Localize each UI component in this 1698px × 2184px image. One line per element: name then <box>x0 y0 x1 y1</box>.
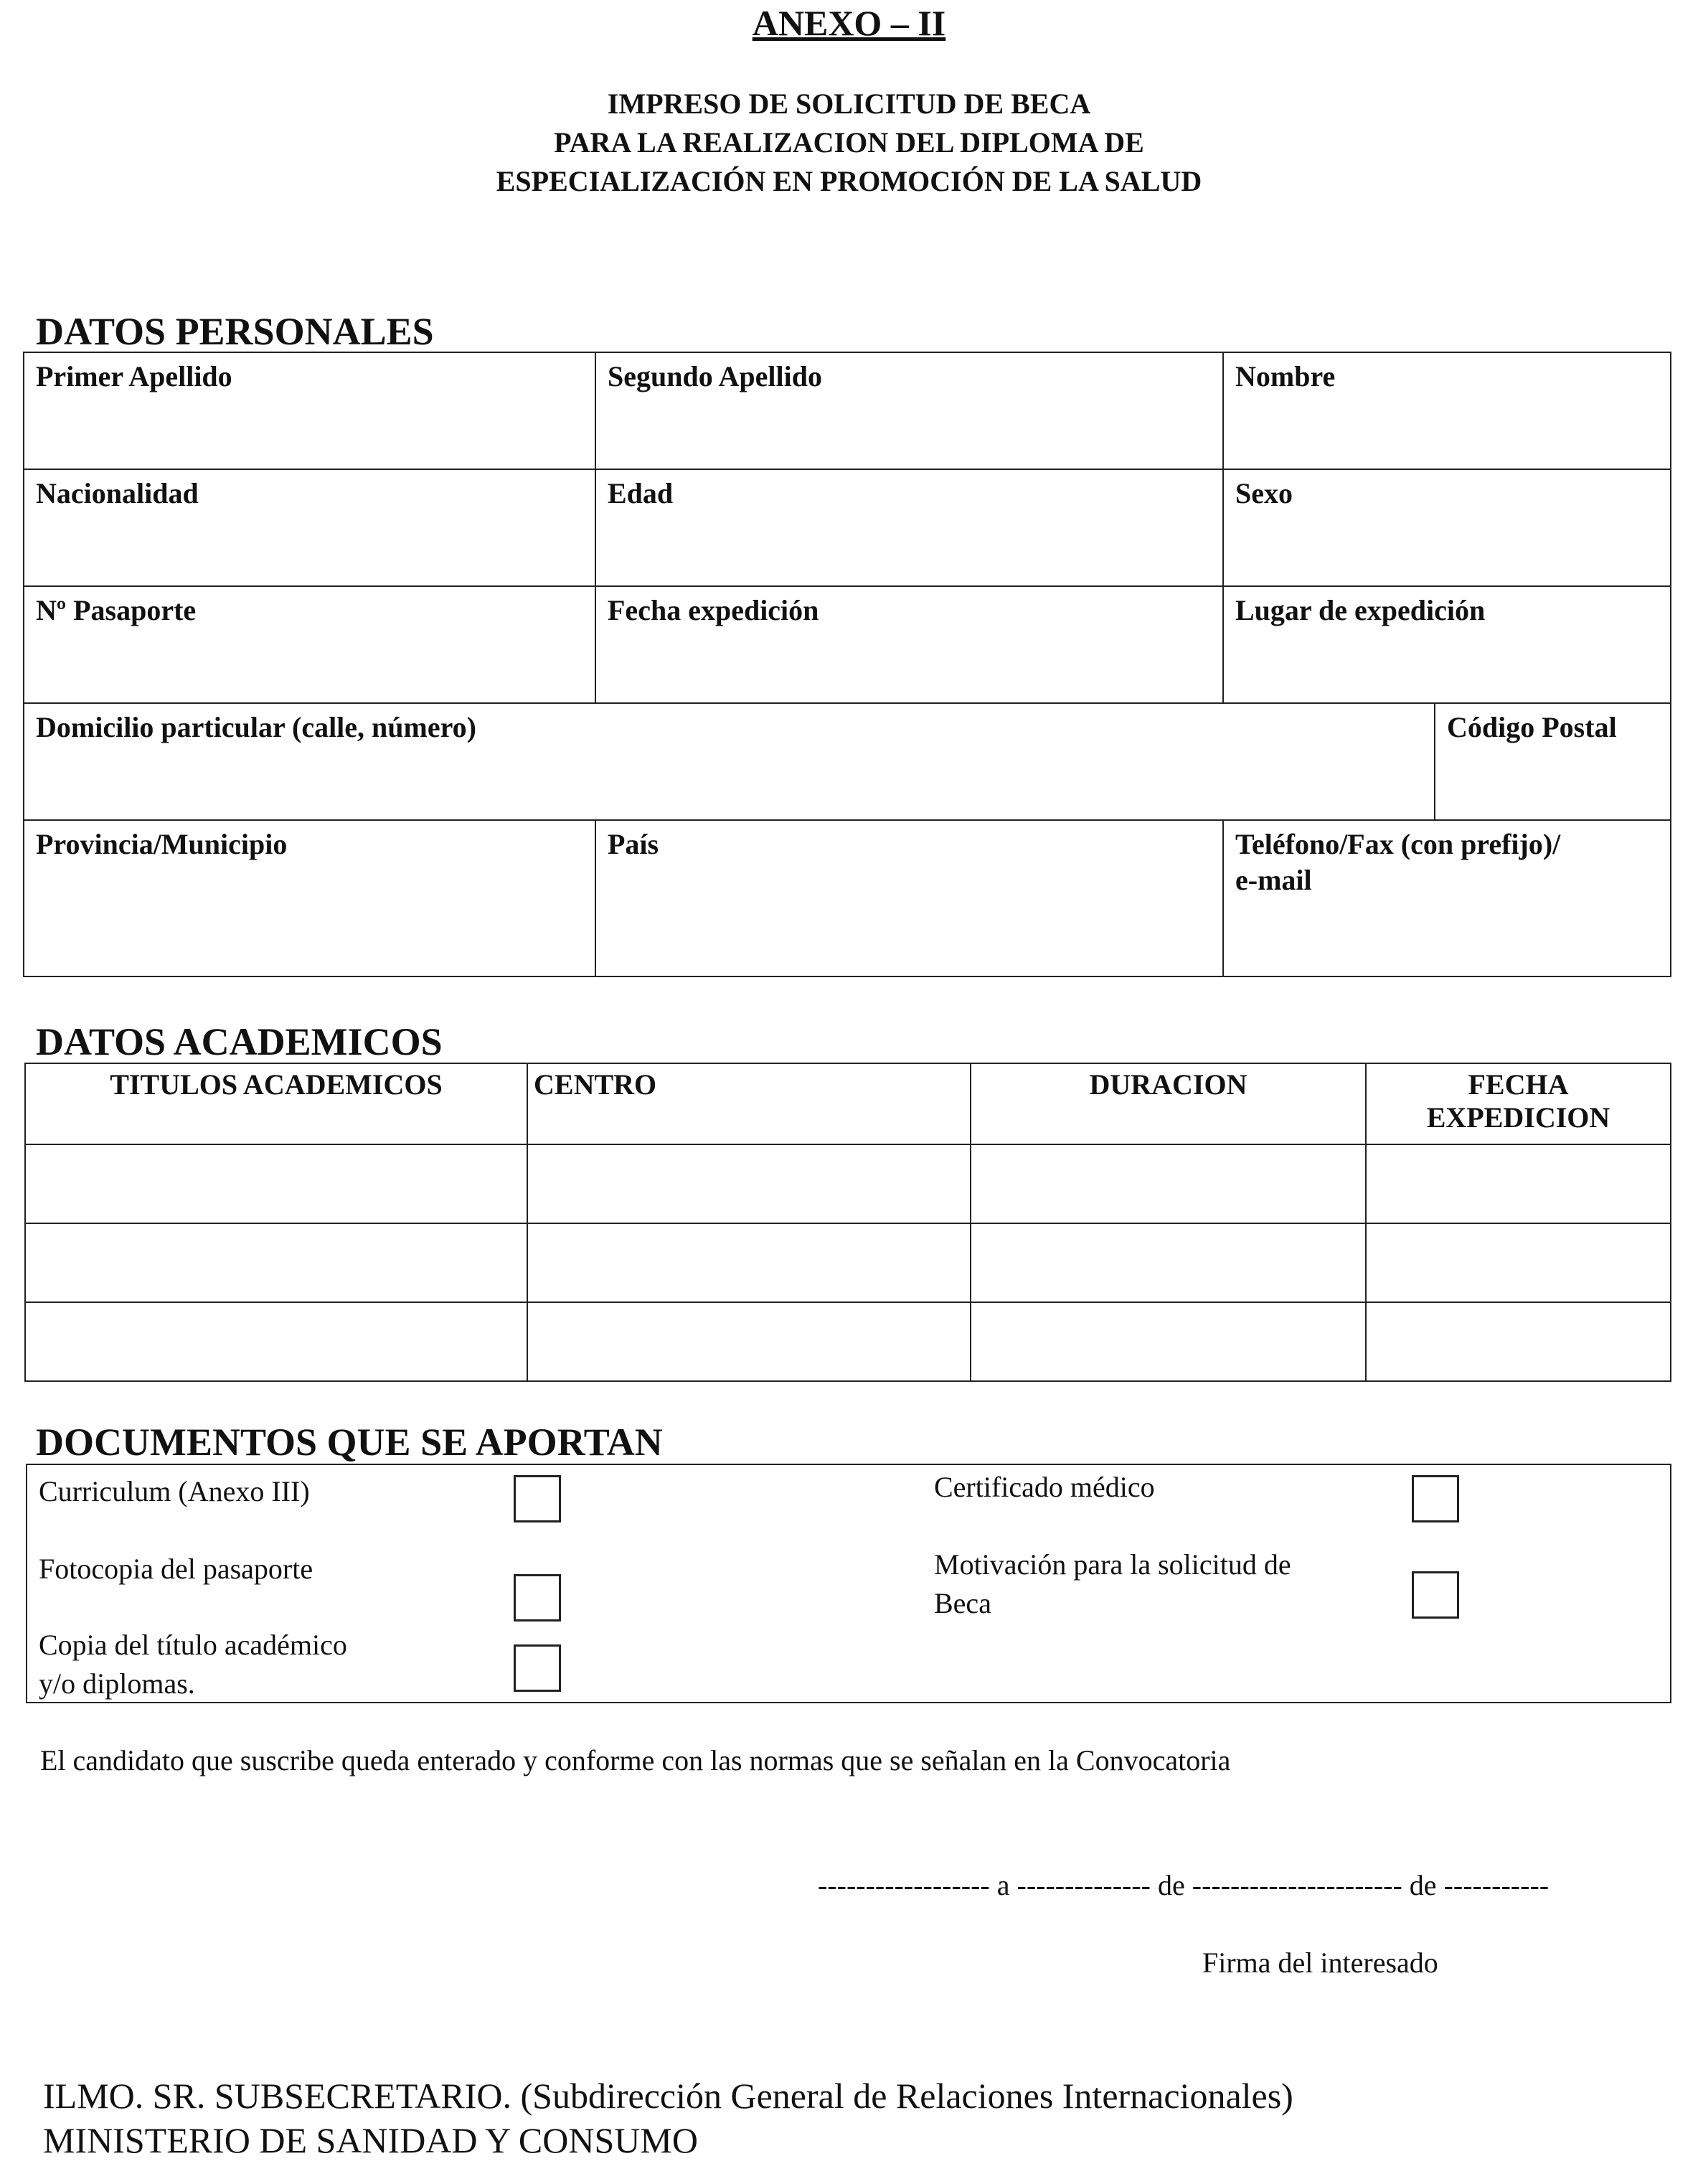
duracion-cell[interactable] <box>971 1144 1366 1223</box>
addressee-line-1: ILMO. SR. SUBSECRETARIO. (Subdirección General de Relaciones Internacionales) <box>43 2076 1293 2116</box>
academic-table <box>24 1063 1671 1382</box>
curriculum-checkbox[interactable] <box>514 1475 561 1522</box>
domicilio-field[interactable] <box>24 703 1435 820</box>
academic-data-heading: DATOS ACADEMICOS <box>36 1020 443 1063</box>
centro-cell[interactable] <box>527 1302 971 1381</box>
copia-titulo-label-line-1: Copia del título académico <box>39 1629 347 1661</box>
provincia-field[interactable] <box>24 820 595 976</box>
subtitle-line-3: ESPECIALIZACIÓN EN PROMOCIÓN DE LA SALUD <box>496 165 1202 197</box>
table-row <box>25 1144 1671 1223</box>
primer-apellido-field[interactable] <box>24 352 595 469</box>
addressee-line-2: MINISTERIO DE SANIDAD Y CONSUMO <box>43 2120 698 2160</box>
titulo-cell[interactable] <box>25 1302 527 1381</box>
codigo-postal-field[interactable] <box>1435 703 1671 820</box>
col-header-duracion <box>971 1063 1366 1144</box>
segundo-apellido-field[interactable] <box>595 352 1223 469</box>
subtitle-line-2: PARA LA REALIZACION DEL DIPLOMA DE <box>554 126 1144 159</box>
edad-field[interactable] <box>595 469 1223 586</box>
personal-data-table <box>23 352 1671 704</box>
pais-label: País <box>608 828 659 860</box>
documents-heading: DOCUMENTOS QUE SE APORTAN <box>36 1421 663 1464</box>
annex-title: ANEXO – II <box>752 3 946 43</box>
pasaporte-label: Nº Pasaporte <box>36 594 197 626</box>
motivacion-checkbox[interactable] <box>1412 1571 1459 1619</box>
fecha-cell[interactable] <box>1366 1302 1671 1381</box>
signature-label: Firma del interesado <box>1202 1947 1438 1979</box>
duracion-cell[interactable] <box>971 1302 1366 1381</box>
titulo-cell[interactable] <box>25 1223 527 1302</box>
motivacion-label-line-2: Beca <box>934 1587 991 1619</box>
fecha-expedicion-label: Fecha expedición <box>608 594 819 626</box>
personal-data-heading: DATOS PERSONALES <box>36 310 434 353</box>
certificado-label: Certificado médico <box>934 1471 1155 1503</box>
telefono-field[interactable] <box>1223 820 1671 976</box>
pasaporte-field[interactable] <box>24 586 595 703</box>
fecha-cell[interactable] <box>1366 1223 1671 1302</box>
col-header-titulos <box>25 1063 527 1144</box>
motivacion-label-line-1: Motivación para la solicitud de <box>934 1548 1291 1581</box>
fecha-header-label-line-2: EXPEDICION <box>1426 1101 1610 1134</box>
telefono-label-line-2: e-mail <box>1235 864 1312 896</box>
nombre-field[interactable] <box>1223 352 1671 469</box>
primer-apellido-label: Primer Apellido <box>36 360 232 392</box>
centro-header-label: CENTRO <box>534 1068 657 1101</box>
col-header-centro <box>527 1063 971 1144</box>
codigo-postal-label: Código Postal <box>1447 711 1617 743</box>
table-row <box>25 1302 1671 1381</box>
conformity-statement: El candidato que suscribe queda enterado y conforme con las normas que se señalan en la Convocatoria <box>40 1744 1231 1776</box>
fecha-expedicion-field[interactable] <box>595 586 1223 703</box>
col-header-fecha <box>1366 1063 1671 1144</box>
sexo-label: Sexo <box>1235 477 1293 509</box>
telefono-label-line-1: Teléfono/Fax (con prefijo)/ <box>1235 828 1561 860</box>
form-subtitle <box>0 85 1698 201</box>
date-place-line[interactable]: ------------------ a -------------- de ---------------------- de ----------- <box>818 1869 1550 1901</box>
fecha-cell[interactable] <box>1366 1144 1671 1223</box>
location-table <box>23 819 1671 977</box>
segundo-apellido-label: Segundo Apellido <box>608 360 823 392</box>
centro-cell[interactable] <box>527 1144 971 1223</box>
nombre-label: Nombre <box>1235 360 1336 392</box>
fotocopia-label: Fotocopia del pasaporte <box>39 1553 313 1585</box>
copia-titulo-checkbox[interactable] <box>514 1644 561 1692</box>
duracion-cell[interactable] <box>971 1223 1366 1302</box>
nacionalidad-field[interactable] <box>24 469 595 586</box>
titulos-header-label: TITULOS ACADEMICOS <box>110 1068 443 1101</box>
fotocopia-checkbox[interactable] <box>514 1574 561 1621</box>
sexo-field[interactable] <box>1223 469 1671 586</box>
duracion-header-label: DURACION <box>1089 1068 1247 1101</box>
copia-titulo-label-line-2: y/o diplomas. <box>39 1667 195 1700</box>
lugar-expedicion-label: Lugar de expedición <box>1235 594 1486 626</box>
table-row <box>25 1223 1671 1302</box>
fecha-header-label-line-1: FECHA <box>1468 1068 1569 1101</box>
provincia-label: Provincia/Municipio <box>36 828 288 860</box>
centro-cell[interactable] <box>527 1223 971 1302</box>
pais-field[interactable] <box>595 820 1223 976</box>
nacionalidad-label: Nacionalidad <box>36 477 199 509</box>
address-table <box>23 702 1671 821</box>
subtitle-line-1: IMPRESO DE SOLICITUD DE BECA <box>607 88 1091 120</box>
curriculum-label: Curriculum (Anexo III) <box>39 1475 310 1507</box>
lugar-expedicion-field[interactable] <box>1223 586 1671 703</box>
titulo-cell[interactable] <box>25 1144 527 1223</box>
certificado-checkbox[interactable] <box>1412 1475 1459 1522</box>
domicilio-label: Domicilio particular (calle, número) <box>36 711 476 743</box>
edad-label: Edad <box>608 477 674 509</box>
